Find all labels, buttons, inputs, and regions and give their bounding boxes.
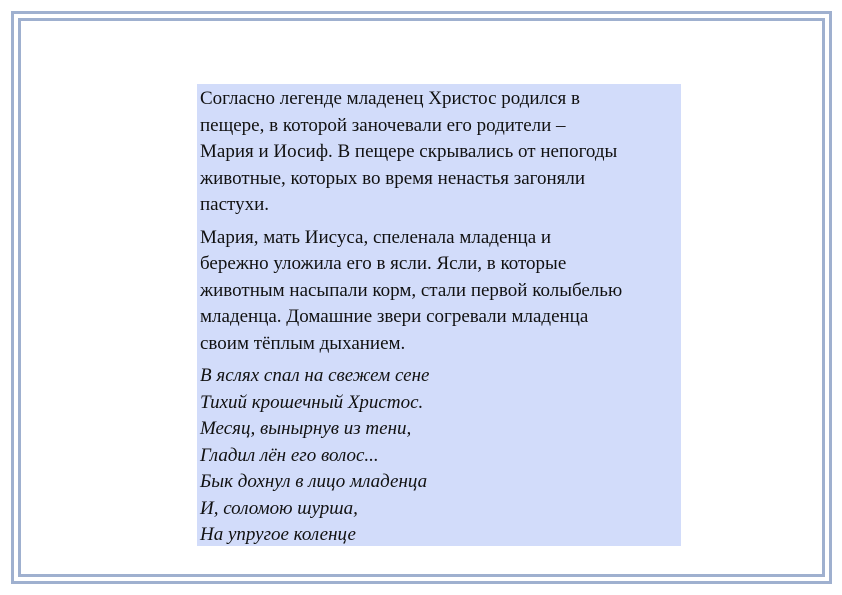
text-line: Мария и Иосиф. В пещере скрывались от непогоды — [200, 141, 618, 162]
paragraph-manger — [200, 225, 679, 358]
verse-line: На упругое коленце — [200, 524, 356, 545]
verse-line: И, соломою шурша, — [200, 497, 358, 519]
text-line: бережно уложила его в ясли. Ясли, в которые — [200, 253, 567, 274]
verse-line: Бык дохнул в лицо младенца — [200, 471, 428, 492]
poem-verse — [200, 363, 679, 549]
verse-line: Гладил лён его волос... — [200, 444, 379, 466]
text-line: Мария, мать Иисуса, спеленала младенца и — [200, 226, 552, 248]
text-line: животные, которых во время ненастья загоняли — [200, 167, 586, 189]
text-line: своим тёплым дыханием. — [200, 332, 406, 354]
verse-line: Месяц, вынырнув из тени, — [200, 418, 412, 439]
text-line: пещере, в которой заночевали его родители – — [200, 114, 566, 136]
text-box — [197, 84, 681, 546]
verse-line: Тихий крошечный Христос. — [200, 391, 424, 413]
verse-line: В яслях спал на свежем сене — [200, 365, 430, 386]
text-line: животным насыпали корм, стали первой колыбелью — [200, 279, 623, 301]
paragraph-legend — [200, 86, 679, 219]
text-line: Согласно легенде младенец Христос родился в — [200, 88, 580, 109]
text-line: младенца. Домашние звери согревали младенца — [200, 306, 589, 327]
text-line: пастухи. — [200, 194, 270, 215]
